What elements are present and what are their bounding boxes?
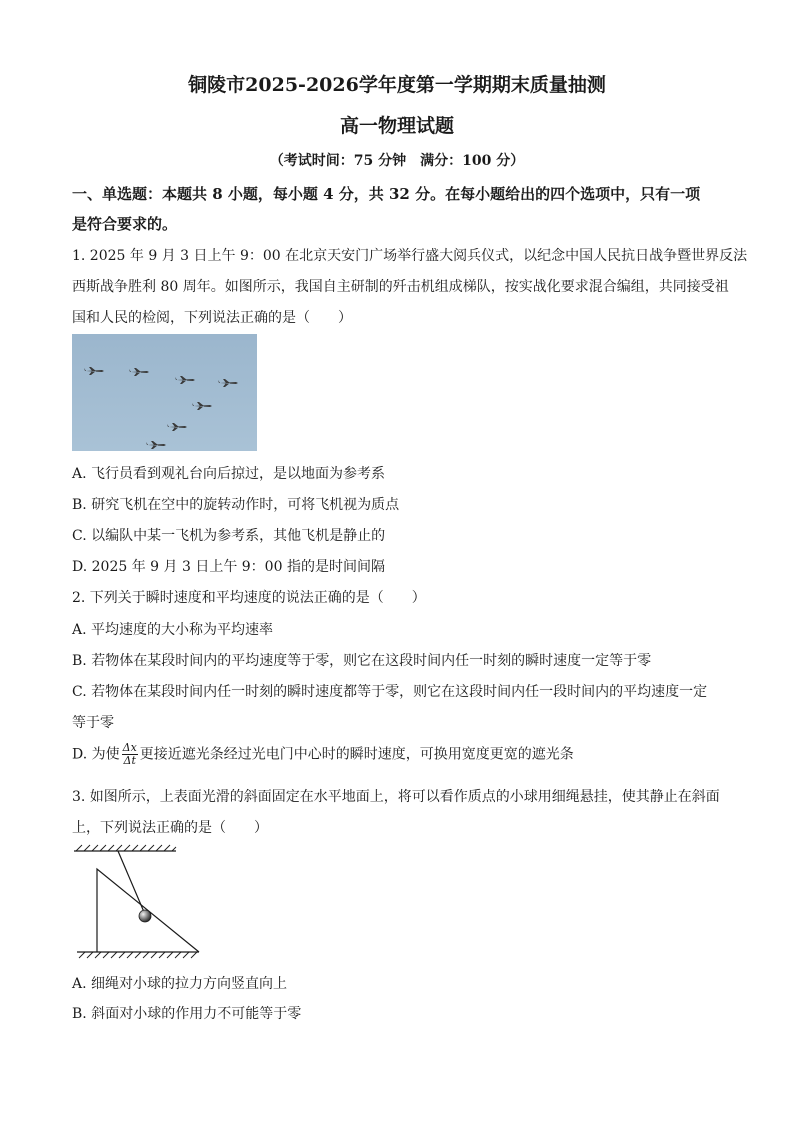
q1-option-c: C. 以编队中某一飞机为参考系，其他飞机是静止的 (72, 528, 386, 544)
q3-stem: 3. 如图所示，上表面光滑的斜面固定在水平地面上，将可以看作质点的小球用细绳悬挂，使其静止在斜面 (72, 789, 720, 805)
q1-stem: 国和人民的检阅，下列说法正确的是（ ） (72, 310, 352, 326)
q2-option-a: A. 平均速度的大小称为平均速率 (72, 622, 274, 638)
exam-info: （考试时间：75 分钟 满分：100 分） (269, 153, 525, 169)
ball-icon (139, 910, 151, 922)
q1-option-a: A. 飞行员看到观礼台向后掠过，是以地面为参考系 (72, 466, 386, 482)
q2-stem: 2. 下列关于瞬时速度和平均速度的说法正确的是（ ） (72, 590, 426, 606)
q2-option-c: C. 若物体在某段时间内任一时刻的瞬时速度都等于零，则它在这段时间内任一段时间内的平均速度一定 (72, 684, 708, 700)
incline-ball-diagram (72, 842, 207, 960)
section-heading: 一、单选题：本题共 8 小题，每小题 4 分，共 32 分。在每小题给出的四个选项中，只有一项 (72, 185, 701, 203)
q3-stem: 上，下列说法正确的是（ ） (72, 820, 268, 836)
q1-stem: 西斯战争胜利 80 周年。如图所示，我国自主研制的歼击机组成梯队，按实战化要求混合编组，共同接受祖 (72, 279, 729, 295)
q1-stem: 1. 2025 年 9 月 3 日上午 9：00 在北京天安门广场举行盛大阅兵仪式，以纪念中国人民抗日战争暨世界反法 (72, 248, 748, 264)
q3-option-a: A. 细绳对小球的拉力方向竖直向上 (72, 976, 288, 992)
section-heading-cont: 是符合要求的。 (72, 215, 178, 233)
q2-option-d-prefix: D. 为使 (72, 746, 120, 763)
exam-title: 铜陵市2025-2026学年度第一学期期末质量抽测 (188, 74, 606, 96)
q1-option-b: B. 研究飞机在空中的旋转动作时，可将飞机视为质点 (72, 497, 400, 513)
q2-option-c-cont: 等于零 (72, 715, 114, 731)
q2-option-b: B. 若物体在某段时间内的平均速度等于零，则它在这段时间内任一时刻的瞬时速度一定等于零 (72, 653, 652, 669)
fraction-numerator: Δx (122, 741, 137, 754)
q2-option-d (72, 742, 722, 767)
q2-option-d-suffix: 更接近遮光条经过光电门中心时的瞬时速度，可换用宽度更宽的遮光条 (139, 746, 574, 763)
ground-hatch (79, 952, 197, 958)
q3-option-b: B. 斜面对小球的作用力不可能等于零 (72, 1006, 302, 1022)
exam-subtitle: 高一物理试题 (339, 115, 454, 137)
string-line (118, 851, 144, 912)
fraction-denominator: Δt (123, 754, 136, 767)
q1-option-d: D. 2025 年 9 月 3 日上午 9：00 指的是时间间隔 (72, 559, 385, 575)
jet-formation-photo (72, 334, 257, 451)
delta-fraction (122, 742, 138, 767)
ceiling-hatch (76, 845, 176, 851)
